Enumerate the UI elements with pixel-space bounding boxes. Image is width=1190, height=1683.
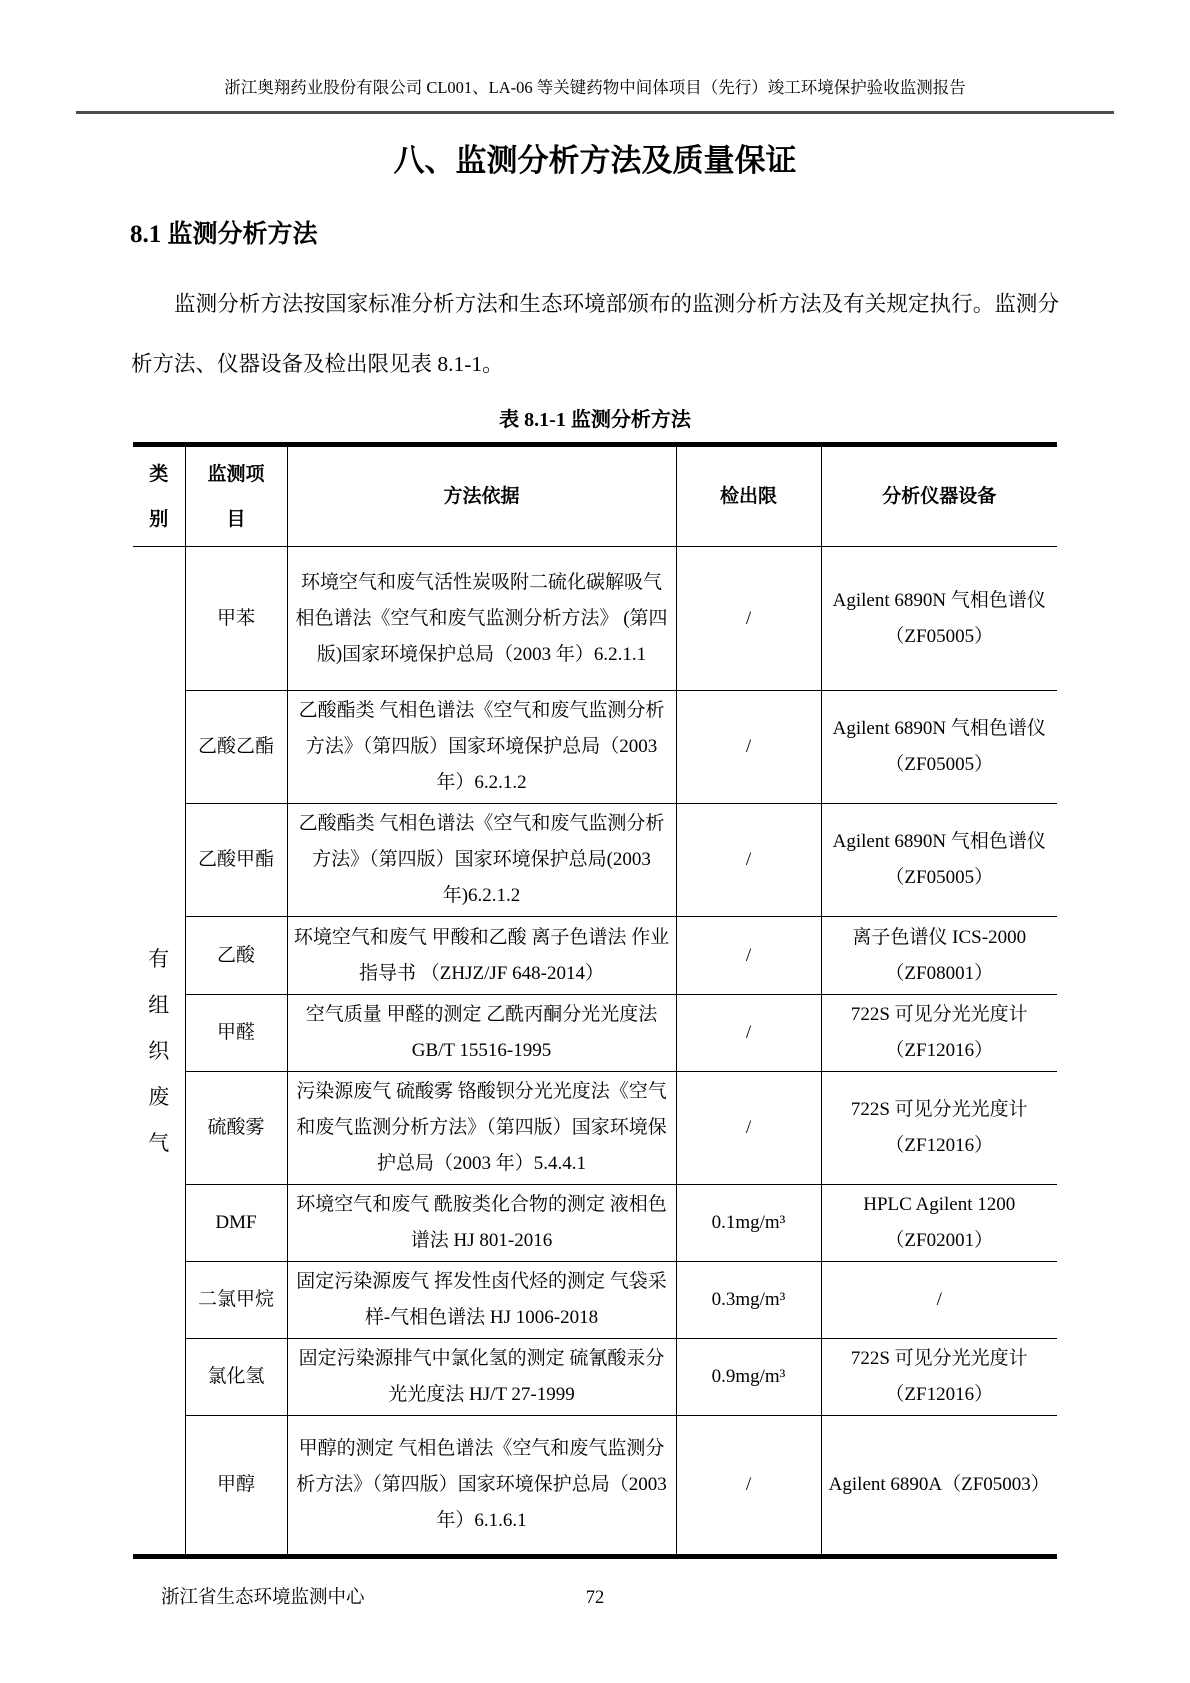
footer-page-number: 72 [585,1588,605,1608]
cell-limit: / [676,917,821,995]
cell-limit: 0.3mg/m³ [676,1262,821,1339]
table-row [133,547,1057,691]
cell-equipment: Agilent 6890N 气相色谱仪（ZF05005） [821,804,1057,917]
header-row [133,445,1057,547]
cell-limit: / [676,547,821,691]
cell-limit: / [676,995,821,1072]
cell-item: 乙酸 [185,917,287,995]
cell-equipment: Agilent 6890N 气相色谱仪（ZF05005） [821,547,1057,691]
cell-method: 空气质量 甲醛的测定 乙酰丙酮分光光度法 GB/T 15516-1995 [287,995,676,1072]
table-row [133,1262,1057,1339]
cell-limit: 0.9mg/m³ [676,1339,821,1416]
cell-item: 硫酸雾 [185,1072,287,1185]
col-header-equipment: 分析仪器设备 [821,445,1057,547]
cell-equipment: 722S 可见分光光度计（ZF12016） [821,995,1057,1072]
cell-equipment: 722S 可见分光光度计（ZF12016） [821,1072,1057,1185]
table-row [133,1339,1057,1416]
cell-item: 甲苯 [185,547,287,691]
cell-equipment: 离子色谱仪 ICS-2000（ZF08001） [821,917,1057,995]
chapter-title: 八、监测分析方法及质量保证 [393,143,797,178]
cell-item: 氯化氢 [185,1339,287,1416]
body-paragraph: 监测分析方法按国家标准分析方法和生态环境部颁布的监测分析方法及有关规定执行。监测分析方法、仪器设备及检出限见表 8.1-1。 [131,292,1059,376]
cell-method: 固定污染源废气 挥发性卤代烃的测定 气袋采样-气相色谱法 HJ 1006-2018 [287,1262,676,1339]
methods-table [133,442,1057,1559]
footer-org: 浙江省生态环境监测中心 [161,1588,365,1608]
cell-method: 环境空气和废气活性炭吸附二硫化碳解吸气相色谱法《空气和废气监测分析方法》 (第四版)国家环境保护总局（2003 年）6.2.1.1 [287,547,676,691]
page-header [76,76,1114,114]
cell-equipment: 722S 可见分光光度计（ZF12016） [821,1339,1057,1416]
cell-method: 固定污染源排气中氯化氢的测定 硫氰酸汞分光光度法 HJ/T 27-1999 [287,1339,676,1416]
section-heading: 8.1 监测分析方法 [130,221,318,248]
cell-method: 乙酸酯类 气相色谱法《空气和废气监测分析方法》（第四版）国家环境保护总局(2003 年)6.2.1.2 [287,804,676,917]
table-row [133,1185,1057,1262]
table-row [133,917,1057,995]
cell-method: 环境空气和废气 酰胺类化合物的测定 液相色谱法 HJ 801-2016 [287,1185,676,1262]
cell-equipment: Agilent 6890N 气相色谱仪（ZF05005） [821,691,1057,804]
cell-method: 乙酸酯类 气相色谱法《空气和废气监测分析方法》（第四版）国家环境保护总局（2003 年）6.2.1.2 [287,691,676,804]
cell-item: 乙酸乙酯 [185,691,287,804]
cell-method: 环境空气和废气 甲酸和乙酸 离子色谱法 作业指导书 （ZHJZ/JF 648-2014） [287,917,676,995]
cell-limit: / [676,1416,821,1557]
cell-limit: / [676,691,821,804]
cell-limit: 0.1mg/m³ [676,1185,821,1262]
cell-limit: / [676,1072,821,1185]
col-header-method: 方法依据 [287,445,676,547]
cell-limit: / [676,804,821,917]
page-footer [131,1585,1059,1611]
cell-equipment: HPLC Agilent 1200（ZF02001） [821,1185,1057,1262]
col-header-limit: 检出限 [676,445,821,547]
col-header-category: 类别 [133,445,185,547]
cell-item: DMF [185,1185,287,1262]
cell-item: 乙酸甲酯 [185,804,287,917]
table-row [133,1416,1057,1557]
cell-equipment: Agilent 6890A（ZF05003） [821,1416,1057,1557]
cell-item: 甲醇 [185,1416,287,1557]
cell-item: 甲醛 [185,995,287,1072]
page-header-text: 浙江奥翔药业股份有限公司 CL001、LA-06 等关键药物中间体项目（先行）竣工环境保护验收监测报告 [224,78,966,97]
table-row [133,691,1057,804]
table-row [133,1072,1057,1185]
category-cell: 有组织废气 [133,547,185,1557]
cell-item: 二氯甲烷 [185,1262,287,1339]
col-header-item: 监测项目 [185,445,287,547]
cell-method: 甲醇的测定 气相色谱法《空气和废气监测分析方法》（第四版）国家环境保护总局（2003 年）6.1.6.1 [287,1416,676,1557]
table-row [133,804,1057,917]
cell-equipment: / [821,1262,1057,1339]
table-caption: 表 8.1-1 监测分析方法 [499,409,691,431]
cell-method: 污染源废气 硫酸雾 铬酸钡分光光度法《空气和废气监测分析方法》（第四版）国家环境保护总局（2003 年）5.4.4.1 [287,1072,676,1185]
table-row [133,995,1057,1072]
